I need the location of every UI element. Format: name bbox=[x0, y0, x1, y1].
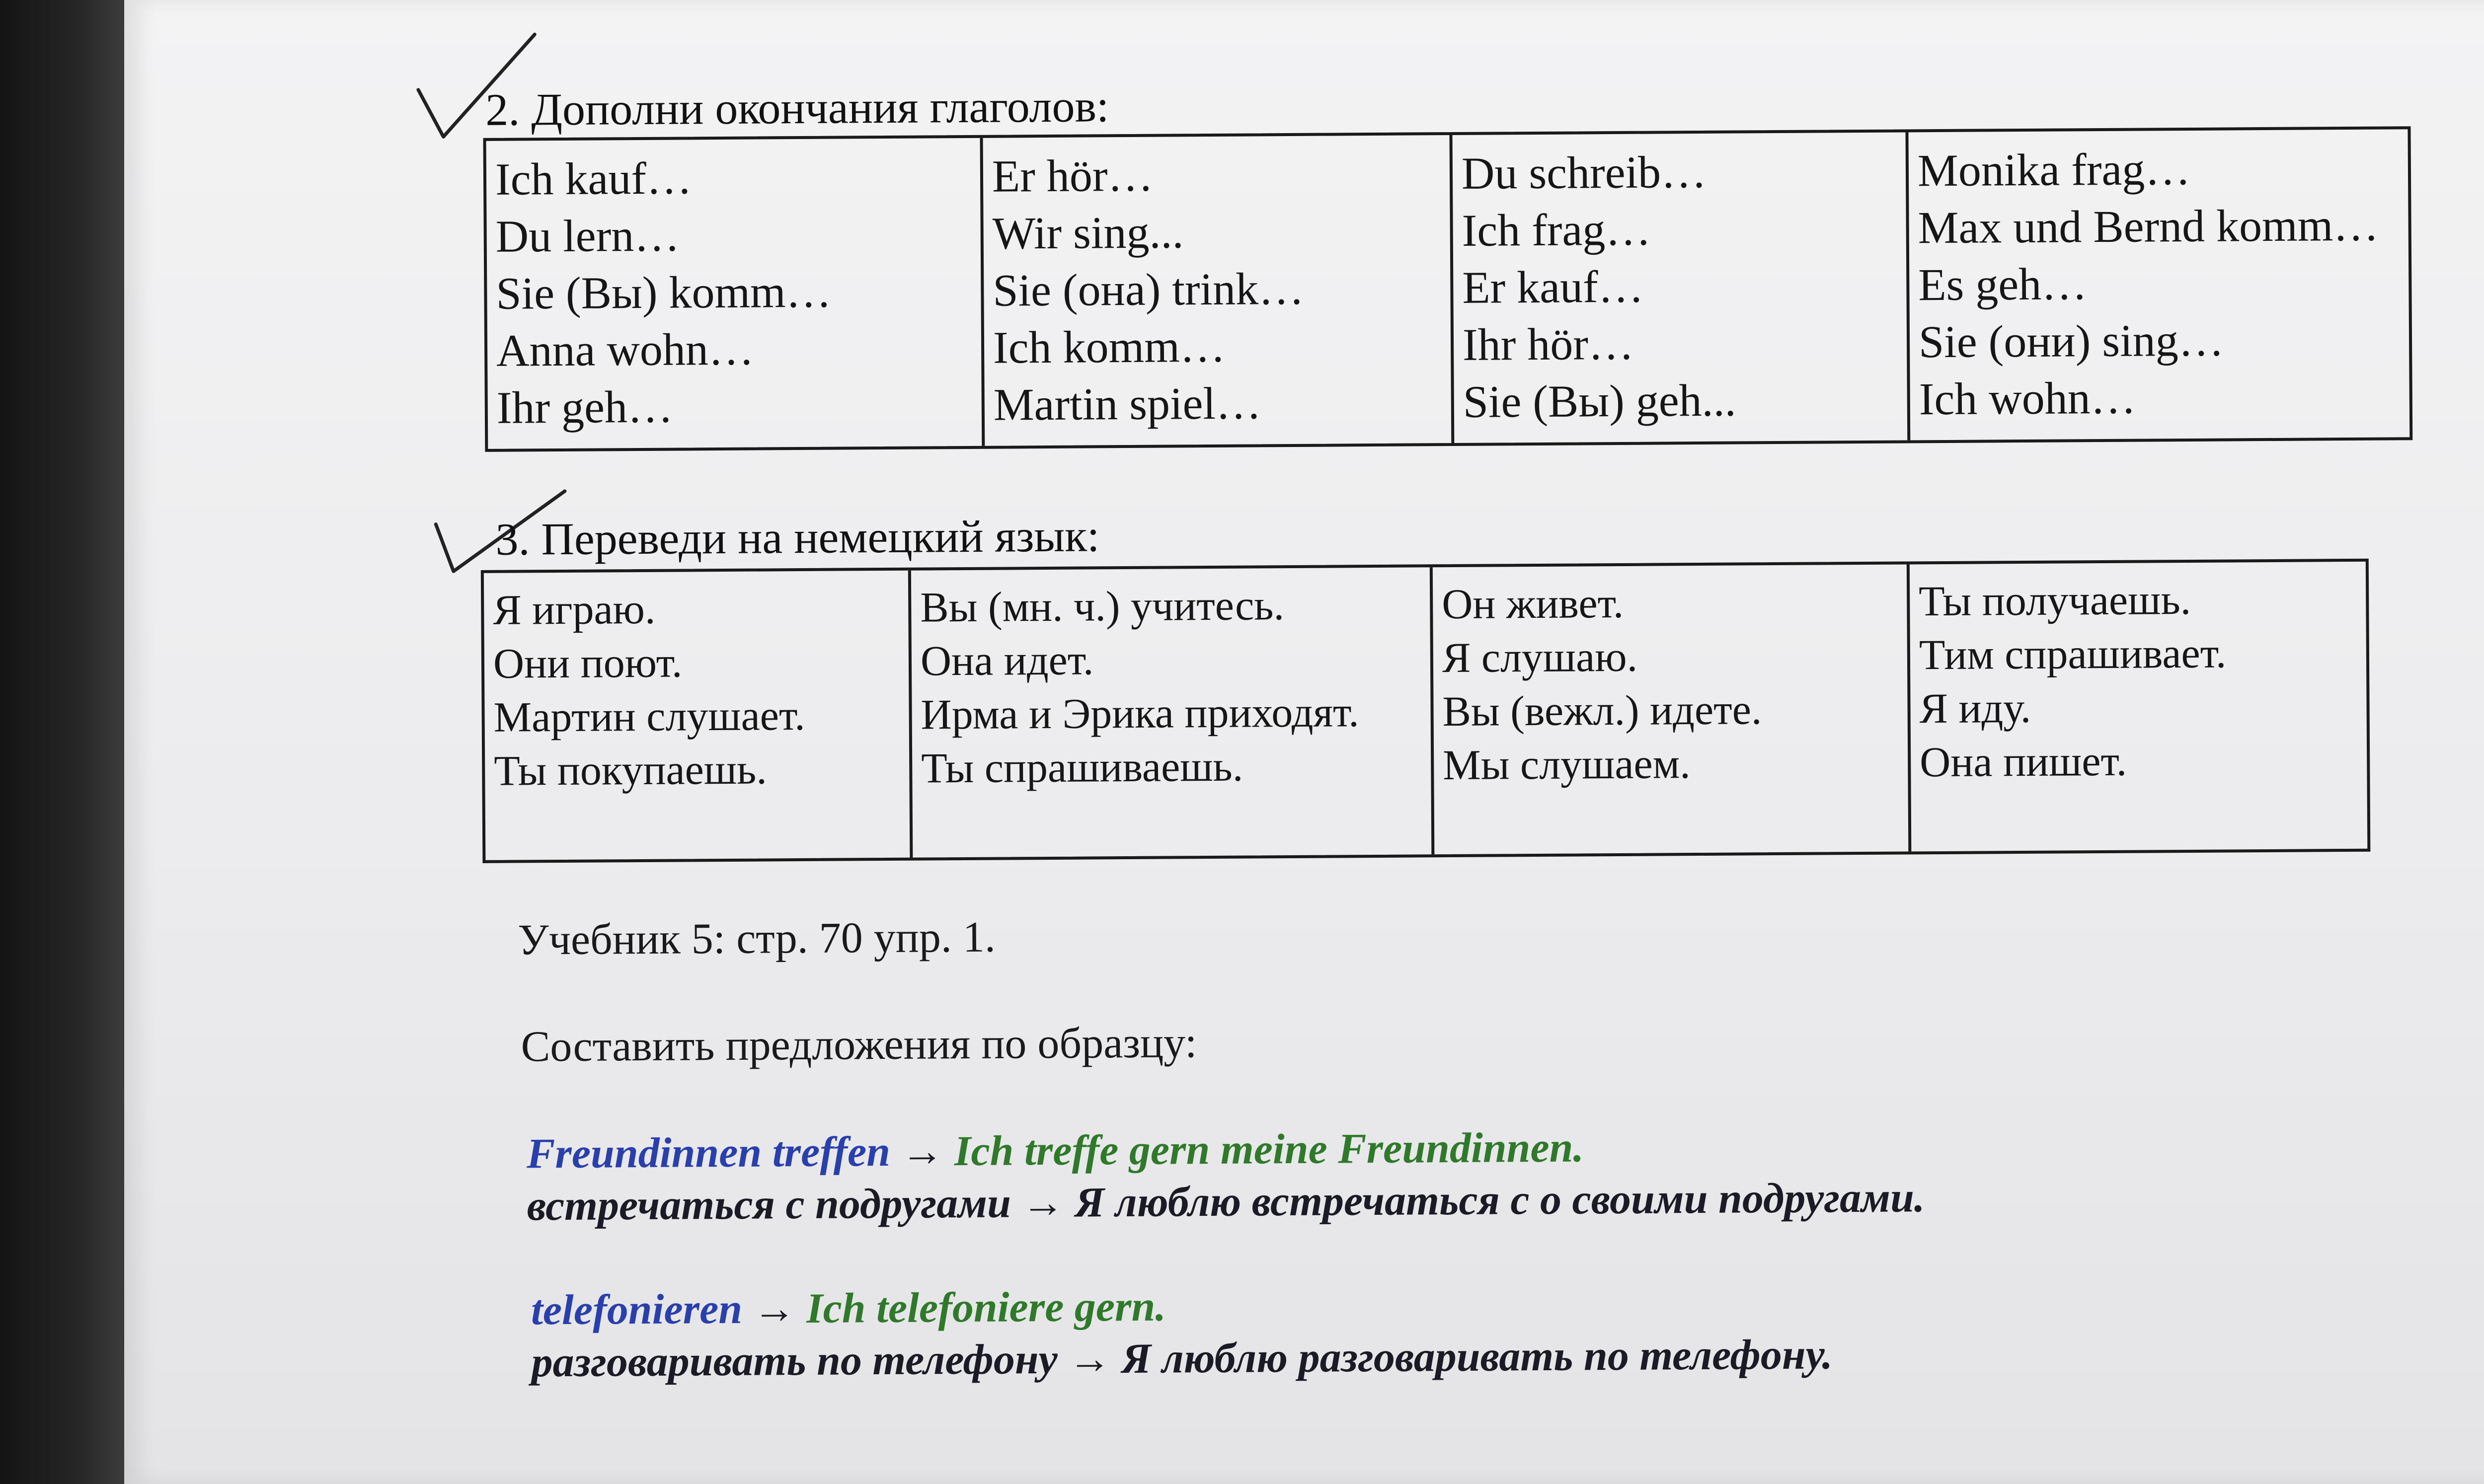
arrow-icon: → bbox=[1068, 1335, 1111, 1383]
table-cell: Du schreib… bbox=[1461, 146, 1707, 199]
example-sentence: Ich telefoniere gern. bbox=[806, 1282, 1166, 1332]
example-phrase: разговаривать по телефону bbox=[531, 1335, 1058, 1386]
exercise-2-column-3 bbox=[1453, 132, 1911, 443]
table-cell: Ich kauf… bbox=[495, 152, 693, 205]
exercise-2-column-4 bbox=[1908, 129, 2409, 440]
table-cell: Ты получаешь. bbox=[1918, 575, 2191, 625]
table-cell: Вы (вежл.) идете. bbox=[1442, 685, 1762, 736]
table-cell: Он живет. bbox=[1441, 579, 1624, 628]
example-verb: Freundinnen treffen bbox=[526, 1127, 891, 1178]
example-1-german bbox=[526, 1123, 1584, 1178]
table-cell: Wir sing... bbox=[992, 207, 1184, 259]
table-cell: Sie (она) trink… bbox=[993, 263, 1305, 316]
table-cell: Она пишет. bbox=[1919, 737, 2127, 786]
textbook-reference: Учебник 5: стр. 70 упр. 1. bbox=[518, 913, 996, 965]
table-cell: Sie (Вы) geh... bbox=[1463, 374, 1736, 427]
example-verb: telefonieren bbox=[531, 1284, 743, 1334]
table-cell: Она идет. bbox=[920, 636, 1094, 685]
example-2-german bbox=[531, 1282, 1166, 1334]
table-cell: Мы слушаем. bbox=[1442, 740, 1691, 789]
example-1-russian bbox=[527, 1173, 1925, 1230]
exercise-3-column-2 bbox=[911, 567, 1435, 857]
table-cell: Ihr hör… bbox=[1462, 318, 1634, 370]
exercise-3-table bbox=[481, 559, 2371, 863]
table-cell: Ich wohn… bbox=[1919, 372, 2136, 425]
instruction-text: Составить предложения по образцу: bbox=[521, 1019, 1197, 1071]
table-cell: Я слушаю. bbox=[1442, 632, 1638, 682]
table-cell: Ich frag… bbox=[1462, 204, 1651, 256]
table-cell: Ihr geh… bbox=[496, 381, 674, 433]
arrow-icon: → bbox=[753, 1284, 796, 1333]
example-phrase: встречаться с подругами bbox=[527, 1179, 1011, 1230]
exercise-3-column-3 bbox=[1433, 564, 1912, 854]
table-cell: Я играю. bbox=[493, 585, 656, 634]
exercise-2-title: 2. Дополни окончания глаголов: bbox=[485, 80, 1109, 135]
table-cell: Ich komm… bbox=[993, 320, 1226, 373]
arrow-icon: → bbox=[1021, 1178, 1065, 1227]
example-translation: Я люблю встречаться с о своими подругами. bbox=[1075, 1173, 1925, 1226]
example-2-russian bbox=[531, 1330, 1833, 1386]
table-cell: Ты спрашиваешь. bbox=[921, 742, 1243, 792]
example-translation: Я люблю разговаривать по телефону. bbox=[1121, 1330, 1833, 1383]
table-cell: Sie (Вы) komm… bbox=[496, 266, 832, 319]
arrow-icon: → bbox=[901, 1127, 944, 1175]
table-cell: Sie (они) sing… bbox=[1918, 314, 2225, 368]
table-cell: Anna wohn… bbox=[496, 323, 755, 376]
exercise-2-column-1 bbox=[486, 138, 985, 449]
table-cell: Вы (мн. ч.) учитесь. bbox=[920, 581, 1285, 631]
exercise-2-table bbox=[483, 126, 2413, 452]
example-sentence: Ich treffe gern meine Freundinnen. bbox=[954, 1123, 1584, 1175]
exercise-3-column-1 bbox=[484, 571, 913, 860]
table-cell: Monika frag… bbox=[1917, 143, 2191, 196]
exercise-3-title: 3. Переведи на немецкий язык: bbox=[495, 510, 1100, 565]
table-cell: Er kauf… bbox=[1462, 261, 1644, 313]
table-cell: Они поют. bbox=[493, 638, 683, 687]
table-cell: Er hör… bbox=[992, 149, 1154, 202]
table-cell: Du lern… bbox=[495, 210, 680, 262]
table-cell: Я иду. bbox=[1919, 683, 2031, 733]
table-cell: Ирма и Эрика приходят. bbox=[921, 688, 1359, 739]
table-cell: Max und Bernd komm… bbox=[1918, 199, 2379, 253]
table-cell: Тим спрашивает. bbox=[1919, 629, 2227, 679]
exercise-3-column-4 bbox=[1910, 562, 2368, 852]
table-cell: Martin spiel… bbox=[993, 377, 1262, 430]
table-cell: Es geh… bbox=[1918, 258, 2088, 310]
exercise-2-column-2 bbox=[983, 135, 1455, 446]
table-cell: Мартин слушает. bbox=[493, 691, 805, 741]
table-cell: Ты покупаешь. bbox=[493, 745, 768, 795]
